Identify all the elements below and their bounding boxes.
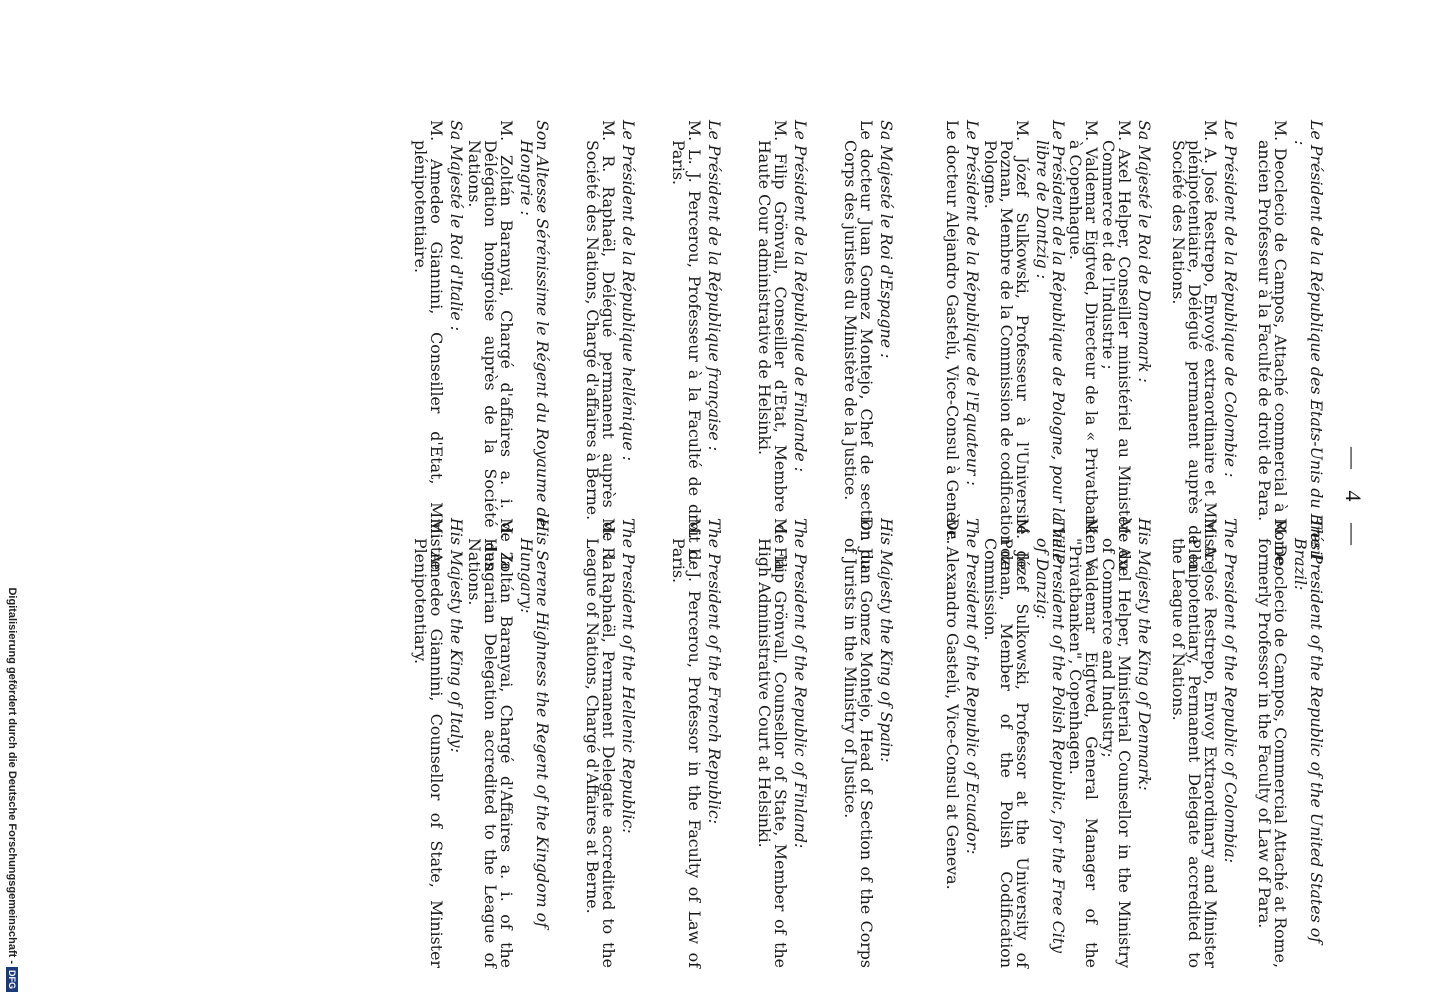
- french-entry-heading: Sa Majesté le Roi d'Italie :: [447, 120, 466, 332]
- french-entry: [464, 120, 550, 570]
- french-entry: [894, 120, 980, 570]
- english-delegate: Dr. Juan Gomez Montejo, Head of Section of the Corps of Jurists in the Ministry of Justice.: [841, 518, 876, 968]
- english-entry-heading: The President of the Republic of the United States of Brazil:: [1291, 518, 1326, 944]
- french-entry-heading: Le Président de la République de l'Equateur :: [963, 120, 982, 486]
- french-entry: [808, 120, 894, 570]
- french-entry: [1238, 120, 1324, 570]
- french-entry-heading: Le Président de la République hellénique :: [619, 120, 638, 462]
- french-entry: [378, 120, 464, 570]
- english-column: [378, 518, 1324, 968]
- french-delegate: M. Zoltán Baranyai, Chargé d'affaires a. i. de la Délégation hongroise auprès de la Société des Nations.: [465, 120, 516, 570]
- english-entry: [808, 518, 894, 968]
- english-entry: [980, 518, 1066, 968]
- english-entry-heading: The President of the Republic of Ecuador:: [963, 518, 982, 855]
- french-entry-heading: Sa Majesté le Roi d'Espagne :: [877, 120, 896, 359]
- english-entry-heading: The President of the Republic of Finland:: [791, 518, 810, 849]
- french-entry-heading: Sa Majesté le Roi de Danemark :: [1135, 120, 1154, 383]
- french-entry-heading: Son Altesse Sérénissime le Régent du Royaume de Hongrie :: [517, 120, 552, 527]
- english-entry: [722, 518, 808, 968]
- english-delegate: M. Zoltán Baranyai, Chargé d'Affaires a. i. of the Hungarian Delegation accredited to the League of Nations.: [465, 518, 516, 968]
- english-entry-heading: The President of the Polish Republic, for the Free City of Danzig:: [1033, 518, 1068, 954]
- french-delegate: M. Filip Grönvall, Conseiller d'Etat, Membre de la Haute Cour administrative de Helsinki.: [755, 120, 790, 570]
- dfg-logo: DFG: [6, 967, 18, 992]
- page-number: — 4 —: [1341, 447, 1366, 553]
- english-entry: [1152, 518, 1238, 968]
- french-entry: [1066, 120, 1152, 570]
- french-delegate: Le docteur Alejandro Gastelú, Vice-Consul à Genève.: [943, 120, 962, 545]
- english-entry-heading: The President of the Hellenic Republic:: [619, 518, 638, 834]
- english-delegate: M. L. J. Percerou, Professor in the Faculty of Law of Paris.: [669, 518, 704, 968]
- french-delegate: M. Axel Helper, Conseiller ministériel au Ministère du Commerce et de l'Industrie ;: [1099, 120, 1134, 570]
- french-delegate: M. Józef Sulkowski, Professeur à l'Université de Poznan, Membre de la Commission de codification de Pologne.: [981, 120, 1032, 570]
- english-delegate: M. Filip Grönvall, Counsellor of State, Member of the High Administrative Court at Helsinki.: [755, 518, 790, 968]
- french-entry: [722, 120, 808, 570]
- english-delegate: Dr. Alexandro Gastelú, Vice-Consul at Geneva.: [943, 518, 962, 890]
- english-entry-heading: His Majesty the King of Italy:: [447, 518, 466, 753]
- english-entry: [1238, 518, 1324, 968]
- french-entry: [1152, 120, 1238, 570]
- english-delegate: M. Amedeo Giannini, Counsellor of State, Minister Plenipotentiary.: [411, 518, 446, 968]
- english-entry-heading: His Majesty the King of Denmark:: [1135, 518, 1154, 791]
- french-delegate: M. Deoclecio de Campos, Attaché commercial à Rome, ancien Professeur à la Faculté de droit de Para.: [1255, 120, 1290, 570]
- footer: [6, 0, 18, 992]
- english-entry: [1066, 518, 1152, 968]
- english-entry-heading: The President of the Republic of Colombia:: [1221, 518, 1240, 864]
- french-delegate: M. L. J. Percerou, Professeur à la Faculté de droit de Paris.: [669, 120, 704, 570]
- french-entry: [636, 120, 722, 570]
- english-delegate: M. A. José Restrepo, Envoy Extraordinary and Minister Plenipotentiary, Permanent Delegate accredited to the League of Nations.: [1169, 518, 1220, 968]
- french-delegate: Le docteur Juan Gomez Montejo, Chef de section du Corps des juristes du Ministère de la Justice.: [841, 120, 876, 570]
- french-column: [378, 120, 1324, 570]
- english-entry: [636, 518, 722, 968]
- french-entry-heading: Le Président de la République française :: [705, 120, 724, 452]
- english-entry-heading: The President of the French Republic:: [705, 518, 724, 825]
- footer-text: Digitalisierung gefördert durch die Deutsche Forschungsgemeinschaft -: [6, 587, 18, 964]
- french-entry-heading: Le Président de la République de Finlande :: [791, 120, 810, 473]
- english-entry-heading: His Majesty the King of Spain:: [877, 518, 896, 763]
- english-delegate: M. R. Raphaël, Permanent Delegate accredited to the League of Nations, Chargé d'Affaires at Berne.: [583, 518, 618, 968]
- french-delegate: M. Valdemar Eigtved, Directeur de la « Privatbanken » à Copenhague.: [1066, 120, 1101, 570]
- english-delegate: M. Józef Sulkowski, Professor at the University of Poznan, Member of the Polish Codification Commission.: [981, 518, 1032, 968]
- french-entry-heading: Le Président de la République des Etats-Unis du Brésil :: [1291, 120, 1326, 561]
- english-delegate: M. Deoclecio de Campos, Commercial Attaché at Rome, formerly Professor in the Faculty of Law of Para.: [1255, 518, 1290, 968]
- french-entry-heading: Le Président de la République de Colombie :: [1221, 120, 1240, 478]
- english-entry: [894, 518, 980, 968]
- english-entry-heading: His Serene Highness the Regent of the Kingdom of Hungary:: [517, 518, 552, 928]
- french-delegate: M. R. Raphaël, Délégué permanent auprès de la Société des Nations, Chargé d'affaires à Berne.: [583, 120, 618, 570]
- french-entry-heading: Le Président de la République de Pologne, pour la Ville libre de Dantzig :: [1033, 120, 1068, 563]
- french-delegate: M. A. José Restrepo, Envoyé extraordinaire et Ministre plénipotentiaire, Délégué permanent auprès de la Société des Nations.: [1169, 120, 1220, 570]
- french-entry: [550, 120, 636, 570]
- french-delegate: M. Amedeo Giannini, Conseiller d'Etat, Ministre plénipotentiaire.: [411, 120, 446, 570]
- english-delegate: M. Axel Helper, Ministerial Counsellor in the Ministry of Commerce and Industry;: [1099, 518, 1134, 968]
- french-entry: [980, 120, 1066, 570]
- english-delegate: M. Valdemar Eigtved, General Manager of the "Privatbanken", Copenhagen.: [1066, 518, 1101, 968]
- english-entry: [550, 518, 636, 968]
- english-entry: [378, 518, 464, 968]
- english-entry: [464, 518, 550, 968]
